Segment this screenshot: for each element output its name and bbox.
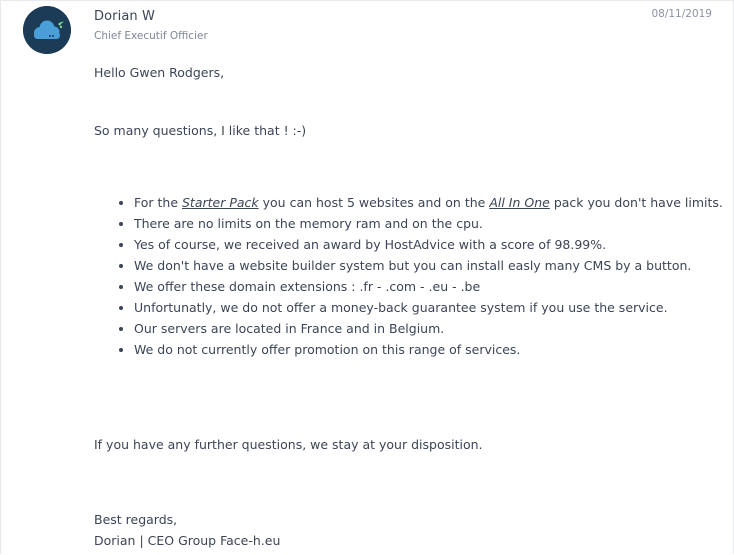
author-name: Dorian W [94, 9, 155, 24]
avatar[interactable] [23, 6, 71, 54]
answer-text-after: pack you don't have limits. [549, 195, 723, 210]
list-item: • There are no limits on the memory ram and on the cpu. [134, 213, 734, 234]
list-item: • We don't have a website builder system but you can install easly many CMS by a button. [134, 255, 734, 276]
answers-list [114, 192, 734, 360]
intro-text: So many questions, I like that ! :-) [94, 123, 307, 138]
answer-text-before: For the [134, 195, 182, 210]
list-item [134, 192, 734, 213]
all-in-one-link[interactable]: All In One [489, 195, 550, 210]
greeting-text: Hello Gwen Rodgers, [94, 65, 225, 80]
answer-text-middle: you can host 5 websites and on the [258, 195, 490, 210]
author-role: Chief Executif Officier [94, 30, 208, 42]
closing-text: If you have any further questions, we stay at your disposition. [94, 437, 483, 452]
list-item: • We offer these domain extensions : .fr - .com - .eu - .be [134, 276, 734, 297]
signature-text: Dorian | CEO Group Face-h.eu [94, 533, 281, 548]
starter-pack-link[interactable]: Starter Pack [182, 195, 259, 210]
cloud-icon [23, 6, 71, 54]
list-item: • Our servers are located in France and in Belgium. [134, 318, 734, 339]
regards-text: Best regards, [94, 512, 178, 527]
list-item: • Unfortunatly, we do not offer a money-back guarantee system if you use the service. [134, 297, 734, 318]
message-date: 08/11/2019 [651, 8, 712, 20]
list-item: • Yes of course, we received an award by HostAdvice with a score of 98.99%. [134, 234, 734, 255]
list-item: • We do not currently offer promotion on this range of services. [134, 339, 734, 360]
